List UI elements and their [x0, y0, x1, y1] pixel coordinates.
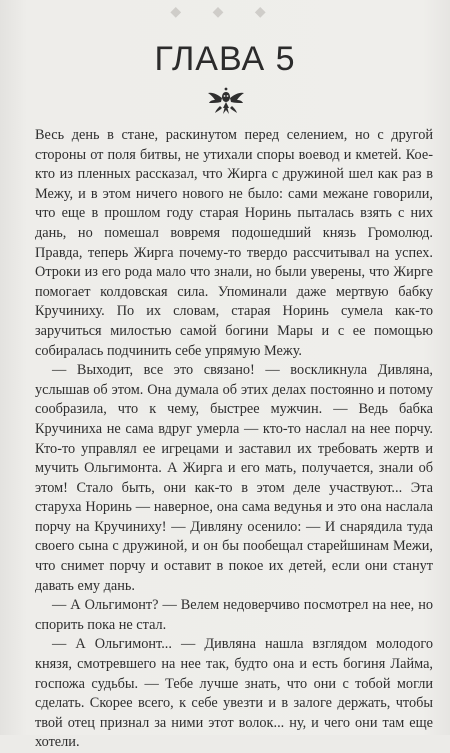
- chapter-title: ГЛАВА 5: [154, 40, 296, 78]
- faded-top-ornament: ◆ ◆ ◆: [170, 5, 280, 20]
- paragraph: — Выходит, все это связано! — воскликнула Дивляна, услышав об этом. Она думала об этих делах постоянно и потому сообразила, что к чему, быстрее мужчин. — Ведь бабка Кручиниха не сама вдруг умерла — кто-то наслал на нее порчу. Кто-то управлял ее игрецами и заставил их требовать жертв и мучить Ольгимонта. А Жирга и его мать, получается, знали об этом! Стало быть, они как-то в этом деле участвуют... Эта старуха Норинь — наверное, она сама ведунья и это она наслала порчу на Кручиниху! — Дивляну осенило: — И снарядила туда своего сына с дружиной, и он бы пообещал старейшинам Межи, что снимет порчу и оставит в покое их детей, если они станут давать ему дань.: [35, 362, 433, 594]
- bird-emblem-icon: [207, 86, 245, 120]
- paragraph: — А Ольгимонт? — Велем недоверчиво посмотрел на нее, но спорить пока не стал.: [35, 597, 433, 633]
- chapter-body: [35, 126, 433, 753]
- paragraph: — А Ольгимонт... — Дивляна нашла взглядом молодого князя, смотревшего на нее так, будто она и есть богиня Лайма, госпожа судьбы. — Тебе лучше знать, что они с тобой могли сделать. Скорее всего, к себе увезти и в залоге держать, чтобы твой отец признал за ними этот волок... ну, и чего они там еще хотели.: [35, 636, 433, 751]
- paragraph: Весь день в стане, раскинутом перед селением, но с другой стороны от поля битвы, не утихали споры воевод и кметей. Кое-кто из пленных рассказал, что Жирга с дружиной шел как раз в Межу, и в этом ничего нового не было: сами межане говорили, что еще в прошлом году старая Норинь пыталась взять с них дань, но помешал вовремя подошедший князь Громолюд. Правда, теперь Жирга почему-то твердо рассчитывал на успех. Отроки из его рода мало что знали, но были уверены, что Жирге помогает колдовская сила. Упоминали даже мертвую бабку Кручиниху. По их словам, старая Норинь сумела как-то заручиться милостью самой богини Мары и с ее помощью собиралась подчинить себе упрямую Межу.: [35, 127, 433, 359]
